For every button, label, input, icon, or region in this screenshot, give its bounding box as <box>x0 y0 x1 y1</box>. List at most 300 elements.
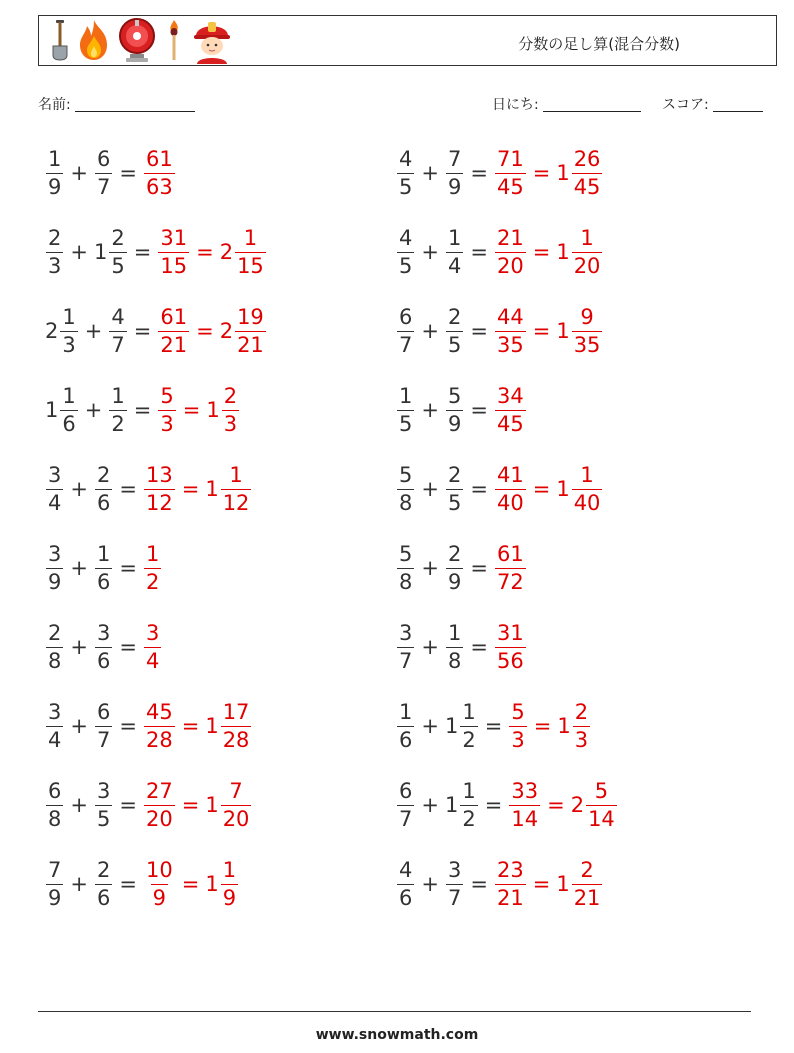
addend-a-numerator: 4 <box>399 857 413 882</box>
problem-item <box>45 459 252 519</box>
answer-improper-fraction <box>144 857 175 910</box>
equals-sign-answer: = <box>181 477 200 501</box>
equals-sign: = <box>119 635 137 659</box>
answer-mixed-whole: 1 <box>557 714 571 738</box>
problem-item <box>45 617 162 677</box>
equals-sign-answer: = <box>532 477 551 501</box>
equals-sign-answer: = <box>196 319 214 343</box>
addend-b-whole: 1 <box>444 793 459 817</box>
worksheet-header <box>38 15 777 66</box>
addend-b-denominator: 7 <box>96 727 111 752</box>
addend-b-denominator: 2 <box>462 727 476 752</box>
addend-b-denominator: 4 <box>447 253 462 278</box>
answer-improper-denominator: 20 <box>145 806 173 831</box>
answer-improper-fraction <box>495 462 526 515</box>
answer-mixed-denominator: 40 <box>573 490 601 515</box>
addend-a-numerator: 1 <box>62 383 76 408</box>
addend-a-numerator: 3 <box>48 699 62 724</box>
plus-sign: + <box>421 556 439 580</box>
addend-b-fraction <box>95 462 112 515</box>
answer-improper-numerator: 71 <box>496 146 524 171</box>
problem-item <box>396 380 527 440</box>
equals-sign: = <box>470 872 488 896</box>
plus-sign: + <box>70 635 88 659</box>
answer-mixed-denominator: 20 <box>222 806 250 831</box>
addend-a-fraction <box>397 541 414 594</box>
answer-mixed-fraction <box>221 699 252 752</box>
addend-b-denominator: 5 <box>447 490 462 515</box>
answer-mixed-whole: 1 <box>205 714 219 738</box>
addend-b-denominator: 7 <box>111 332 125 357</box>
addend-a-fraction <box>46 225 63 278</box>
addend-b-whole: 1 <box>444 714 459 738</box>
answer-mixed-denominator: 12 <box>222 490 250 515</box>
addend-b-fraction <box>95 541 112 594</box>
answer-improper-fraction <box>495 225 526 278</box>
addend-a-fraction <box>397 304 414 357</box>
answer-improper-denominator: 63 <box>145 174 173 199</box>
problem-item <box>396 854 603 914</box>
answer-improper-denominator: 72 <box>496 569 524 594</box>
answer-mixed-denominator: 3 <box>223 411 238 436</box>
answer-improper-denominator: 2 <box>145 569 160 594</box>
plus-sign: + <box>70 240 88 264</box>
addend-a-denominator: 8 <box>48 806 62 831</box>
answer-mixed-denominator: 3 <box>574 727 589 752</box>
addend-a-denominator: 7 <box>399 648 413 673</box>
answer-improper-fraction <box>158 225 189 278</box>
answer-mixed-fraction <box>572 462 603 515</box>
equals-sign: = <box>133 319 152 343</box>
addend-a-numerator: 1 <box>399 699 413 724</box>
plus-sign: + <box>421 793 439 817</box>
plus-sign: + <box>70 714 88 738</box>
answer-mixed-numerator: 26 <box>573 146 601 171</box>
addend-b-whole: 1 <box>93 240 108 264</box>
addend-a-fraction <box>397 620 414 673</box>
addend-a-fraction <box>397 699 414 752</box>
answer-improper-numerator: 61 <box>145 146 173 171</box>
plus-sign: + <box>421 161 439 185</box>
answer-improper-numerator: 10 <box>145 857 173 882</box>
addend-a-fraction <box>46 699 63 752</box>
addend-b-numerator: 1 <box>447 620 462 645</box>
addend-a-denominator: 7 <box>399 806 413 831</box>
addend-b-fraction <box>95 699 112 752</box>
addend-a-whole: 1 <box>45 398 59 422</box>
answer-mixed-whole: 1 <box>205 872 219 896</box>
addend-a-denominator: 5 <box>399 411 413 436</box>
score-blank[interactable] <box>713 97 763 112</box>
answer-mixed-whole: 1 <box>205 477 219 501</box>
answer-mixed-denominator: 9 <box>222 885 237 910</box>
answer-mixed-fraction <box>572 146 603 199</box>
equals-sign-answer: = <box>181 714 200 738</box>
problem-item <box>396 301 603 361</box>
answer-mixed-whole: 1 <box>556 161 570 185</box>
name-field[interactable] <box>38 94 195 114</box>
answer-improper-denominator: 20 <box>496 253 524 278</box>
problem-item <box>45 775 252 835</box>
answer-mixed-numerator: 1 <box>229 462 243 487</box>
answer-improper-denominator: 40 <box>496 490 524 515</box>
addend-b-denominator: 8 <box>447 648 462 673</box>
addend-a-fraction <box>397 778 414 831</box>
addend-b-numerator: 3 <box>447 857 462 882</box>
answer-improper-denominator: 3 <box>160 411 174 436</box>
answer-improper-denominator: 56 <box>496 648 524 673</box>
equals-sign: = <box>470 635 488 659</box>
header-icons <box>49 20 237 64</box>
answer-mixed-numerator: 9 <box>580 304 594 329</box>
addend-b-denominator: 6 <box>96 569 111 594</box>
answer-mixed-whole: 1 <box>206 398 220 422</box>
answer-improper-numerator: 21 <box>496 225 524 250</box>
addend-b-denominator: 9 <box>447 411 462 436</box>
equals-sign-answer: = <box>181 872 200 896</box>
addend-b-numerator: 2 <box>96 462 111 487</box>
answer-mixed-fraction <box>221 857 238 910</box>
addend-a-denominator: 9 <box>48 569 62 594</box>
addend-b-numerator: 2 <box>111 225 125 250</box>
addend-a-numerator: 5 <box>399 541 413 566</box>
addend-a-fraction <box>397 146 414 199</box>
answer-improper-fraction <box>158 383 175 436</box>
answer-improper-fraction <box>495 857 526 910</box>
addend-b-fraction <box>446 225 463 278</box>
addend-b-denominator: 9 <box>447 569 462 594</box>
date-field[interactable] <box>492 94 641 114</box>
answer-improper-numerator: 34 <box>496 383 524 408</box>
answer-improper-denominator: 45 <box>496 411 524 436</box>
equals-sign: = <box>470 556 488 580</box>
addend-b-numerator: 5 <box>447 383 462 408</box>
answer-mixed-whole: 1 <box>556 477 570 501</box>
answer-improper-fraction <box>495 146 526 199</box>
problem-item <box>396 459 603 519</box>
answer-improper-denominator: 45 <box>496 174 524 199</box>
problem-item <box>45 301 267 361</box>
addend-a-numerator: 6 <box>399 778 413 803</box>
score-label: スコア: <box>662 97 709 113</box>
addend-b-fraction <box>95 620 112 673</box>
problem-item <box>396 617 527 677</box>
answer-improper-fraction <box>495 304 526 357</box>
addend-a-fraction <box>46 146 63 199</box>
plus-sign: + <box>70 556 88 580</box>
answer-improper-denominator: 15 <box>160 253 188 278</box>
problem-item <box>45 696 252 756</box>
problem-item <box>396 696 591 756</box>
answer-mixed-whole: 2 <box>219 319 234 343</box>
equals-sign: = <box>470 161 488 185</box>
answer-improper-fraction <box>144 462 175 515</box>
addend-a-fraction <box>46 620 63 673</box>
answer-improper-denominator: 3 <box>511 727 525 752</box>
problem-item <box>396 538 527 598</box>
answer-mixed-denominator: 20 <box>573 253 601 278</box>
equals-sign: = <box>119 477 137 501</box>
date-blank[interactable] <box>543 97 641 112</box>
answer-mixed-numerator: 1 <box>222 857 237 882</box>
answer-improper-fraction <box>509 699 526 752</box>
fire-alarm-bell-icon <box>117 16 157 68</box>
addend-b-denominator: 7 <box>447 885 462 910</box>
answer-improper-fraction <box>144 620 161 673</box>
answer-mixed-numerator: 19 <box>237 304 264 329</box>
answer-improper-fraction <box>509 778 540 831</box>
addend-b-denominator: 6 <box>96 490 111 515</box>
addend-b-numerator: 1 <box>447 225 462 250</box>
addend-a-numerator: 2 <box>48 620 62 645</box>
addend-a-fraction <box>397 462 414 515</box>
answer-mixed-whole: 1 <box>556 319 570 343</box>
addend-a-denominator: 8 <box>48 648 62 673</box>
addend-a-denominator: 9 <box>48 885 62 910</box>
answer-improper-fraction <box>495 383 526 436</box>
addend-a-numerator: 3 <box>48 541 62 566</box>
addend-b-numerator: 1 <box>111 383 125 408</box>
addend-a-fraction <box>46 541 63 594</box>
addend-b-denominator: 6 <box>96 648 111 673</box>
answer-improper-numerator: 3 <box>145 620 160 645</box>
equals-sign: = <box>484 714 503 738</box>
addend-b-numerator: 1 <box>462 699 476 724</box>
answer-mixed-fraction <box>586 778 617 831</box>
problem-item <box>396 143 603 203</box>
plus-sign: + <box>70 793 88 817</box>
answer-improper-fraction <box>144 778 175 831</box>
answer-improper-numerator: 1 <box>145 541 160 566</box>
answer-improper-numerator: 61 <box>160 304 188 329</box>
addend-a-denominator: 8 <box>399 569 413 594</box>
addend-b-fraction <box>460 778 477 831</box>
answer-mixed-denominator: 45 <box>573 174 601 199</box>
answer-mixed-denominator: 21 <box>237 332 264 357</box>
addend-a-numerator: 1 <box>399 383 413 408</box>
plus-sign: + <box>421 398 439 422</box>
addend-a-numerator: 4 <box>399 146 413 171</box>
addend-b-denominator: 5 <box>96 806 111 831</box>
addend-b-fraction <box>446 462 463 515</box>
name-label: 名前: <box>38 97 71 113</box>
answer-mixed-denominator: 21 <box>573 885 601 910</box>
worksheet-title: 分数の足し算(混合分数) <box>518 35 680 53</box>
plus-sign: + <box>421 872 439 896</box>
name-blank[interactable] <box>75 97 195 112</box>
addend-a-denominator: 3 <box>62 332 76 357</box>
answer-mixed-numerator: 2 <box>580 857 594 882</box>
answer-improper-denominator: 4 <box>145 648 160 673</box>
answer-improper-numerator: 27 <box>145 778 173 803</box>
plus-sign: + <box>70 477 88 501</box>
addend-b-denominator: 5 <box>111 253 125 278</box>
addend-b-numerator: 3 <box>96 620 111 645</box>
addend-b-fraction <box>95 857 112 910</box>
addend-b-numerator: 7 <box>447 146 462 171</box>
answer-improper-fraction <box>495 541 526 594</box>
answer-improper-numerator: 5 <box>511 699 525 724</box>
addend-a-denominator: 9 <box>48 174 62 199</box>
addend-b-numerator: 6 <box>96 146 111 171</box>
shovel-icon <box>49 18 71 66</box>
answer-mixed-fraction <box>572 225 603 278</box>
addend-a-fraction <box>397 225 414 278</box>
addend-b-denominator: 2 <box>111 411 125 436</box>
answer-mixed-whole: 1 <box>205 793 219 817</box>
addend-a-denominator: 3 <box>48 253 62 278</box>
addend-a-fraction <box>60 383 77 436</box>
equals-sign-answer: = <box>532 872 551 896</box>
addend-a-numerator: 1 <box>62 304 76 329</box>
answer-mixed-fraction <box>572 857 603 910</box>
addend-b-fraction <box>446 383 463 436</box>
answer-mixed-denominator: 14 <box>588 806 615 831</box>
addend-a-fraction <box>397 857 414 910</box>
addend-b-fraction <box>446 304 463 357</box>
equals-sign-answer: = <box>532 161 551 185</box>
equals-sign-answer: = <box>532 240 551 264</box>
addend-a-numerator: 3 <box>48 462 62 487</box>
plus-sign: + <box>421 714 439 738</box>
score-field[interactable] <box>662 94 763 114</box>
answer-mixed-whole: 1 <box>556 872 570 896</box>
addend-a-fraction <box>46 857 63 910</box>
addend-a-denominator: 5 <box>399 253 413 278</box>
plus-sign: + <box>84 398 103 422</box>
answer-improper-denominator: 35 <box>496 332 524 357</box>
addend-a-denominator: 5 <box>399 174 413 199</box>
addend-a-numerator: 2 <box>48 225 62 250</box>
addend-b-fraction <box>109 225 126 278</box>
addend-b-fraction <box>109 383 126 436</box>
equals-sign: = <box>133 398 152 422</box>
answer-mixed-numerator: 2 <box>223 383 238 408</box>
addend-a-numerator: 6 <box>48 778 62 803</box>
equals-sign-answer: = <box>182 398 201 422</box>
equals-sign: = <box>119 793 137 817</box>
plus-sign: + <box>70 872 88 896</box>
plus-sign: + <box>70 161 88 185</box>
addend-b-numerator: 2 <box>447 304 462 329</box>
addend-a-numerator: 6 <box>399 304 413 329</box>
addend-b-denominator: 5 <box>447 332 462 357</box>
problem-item <box>45 222 267 282</box>
addend-b-numerator: 4 <box>111 304 125 329</box>
answer-improper-fraction <box>144 699 175 752</box>
answer-improper-denominator: 12 <box>145 490 173 515</box>
addend-a-numerator: 3 <box>399 620 413 645</box>
answer-mixed-numerator: 17 <box>222 699 250 724</box>
answer-improper-fraction <box>158 304 189 357</box>
equals-sign: = <box>470 240 488 264</box>
addend-a-fraction <box>60 304 77 357</box>
addend-b-fraction <box>446 857 463 910</box>
answer-mixed-fraction <box>572 304 603 357</box>
answer-mixed-numerator: 1 <box>580 225 594 250</box>
footer-divider <box>38 1011 751 1012</box>
equals-sign-answer: = <box>196 240 214 264</box>
addend-b-fraction <box>95 778 112 831</box>
equals-sign-answer: = <box>181 793 200 817</box>
answer-mixed-whole: 1 <box>556 240 570 264</box>
addend-a-denominator: 6 <box>399 727 413 752</box>
problem-item <box>45 538 162 598</box>
problem-item <box>45 854 239 914</box>
addend-a-numerator: 4 <box>399 225 413 250</box>
addend-b-fraction <box>460 699 477 752</box>
addend-b-fraction <box>446 541 463 594</box>
answer-improper-denominator: 9 <box>152 885 167 910</box>
addend-b-denominator: 9 <box>447 174 462 199</box>
addend-b-fraction <box>109 304 126 357</box>
answer-improper-numerator: 13 <box>145 462 173 487</box>
plus-sign: + <box>421 240 439 264</box>
answer-improper-numerator: 41 <box>496 462 524 487</box>
addend-a-denominator: 4 <box>48 727 62 752</box>
answer-mixed-fraction <box>235 225 266 278</box>
equals-sign: = <box>470 477 488 501</box>
answer-improper-fraction <box>144 146 175 199</box>
equals-sign-answer: = <box>547 793 565 817</box>
problem-item <box>45 380 240 440</box>
answer-improper-fraction <box>495 620 526 673</box>
addend-a-fraction <box>397 383 414 436</box>
fire-icon <box>75 18 113 66</box>
answer-mixed-numerator: 1 <box>243 225 258 250</box>
answer-improper-numerator: 23 <box>496 857 524 882</box>
answer-improper-denominator: 28 <box>145 727 173 752</box>
answer-improper-denominator: 14 <box>511 806 539 831</box>
plus-sign: + <box>84 319 103 343</box>
addend-a-denominator: 7 <box>399 332 413 357</box>
addend-b-fraction <box>95 146 112 199</box>
equals-sign: = <box>119 872 137 896</box>
addend-b-numerator: 2 <box>447 462 462 487</box>
equals-sign: = <box>484 793 503 817</box>
answer-mixed-denominator: 35 <box>573 332 601 357</box>
answer-mixed-whole: 2 <box>570 793 585 817</box>
answer-mixed-denominator: 15 <box>237 253 264 278</box>
date-label: 日にち: <box>492 97 539 113</box>
firefighter-icon <box>191 16 233 68</box>
addend-b-numerator: 2 <box>447 541 462 566</box>
equals-sign: = <box>470 398 488 422</box>
answer-mixed-whole: 2 <box>219 240 234 264</box>
answer-mixed-denominator: 28 <box>222 727 250 752</box>
addend-a-numerator: 1 <box>48 146 62 171</box>
addend-a-denominator: 4 <box>48 490 62 515</box>
addend-b-numerator: 1 <box>96 541 111 566</box>
addend-a-whole: 2 <box>45 319 59 343</box>
answer-mixed-numerator: 7 <box>229 778 243 803</box>
answer-mixed-numerator: 1 <box>580 462 594 487</box>
equals-sign: = <box>119 714 137 738</box>
equals-sign-answer: = <box>532 319 551 343</box>
answer-improper-fraction <box>144 541 161 594</box>
answer-improper-numerator: 33 <box>511 778 539 803</box>
answer-mixed-numerator: 2 <box>574 699 589 724</box>
addend-a-numerator: 5 <box>399 462 413 487</box>
answer-improper-numerator: 44 <box>496 304 524 329</box>
answer-improper-numerator: 45 <box>145 699 173 724</box>
answer-mixed-fraction <box>573 699 590 752</box>
answer-mixed-fraction <box>221 462 252 515</box>
addend-b-denominator: 7 <box>96 174 111 199</box>
footer-url: www.snowmath.com <box>315 1027 479 1043</box>
addend-b-fraction <box>446 146 463 199</box>
addend-a-denominator: 6 <box>399 885 413 910</box>
